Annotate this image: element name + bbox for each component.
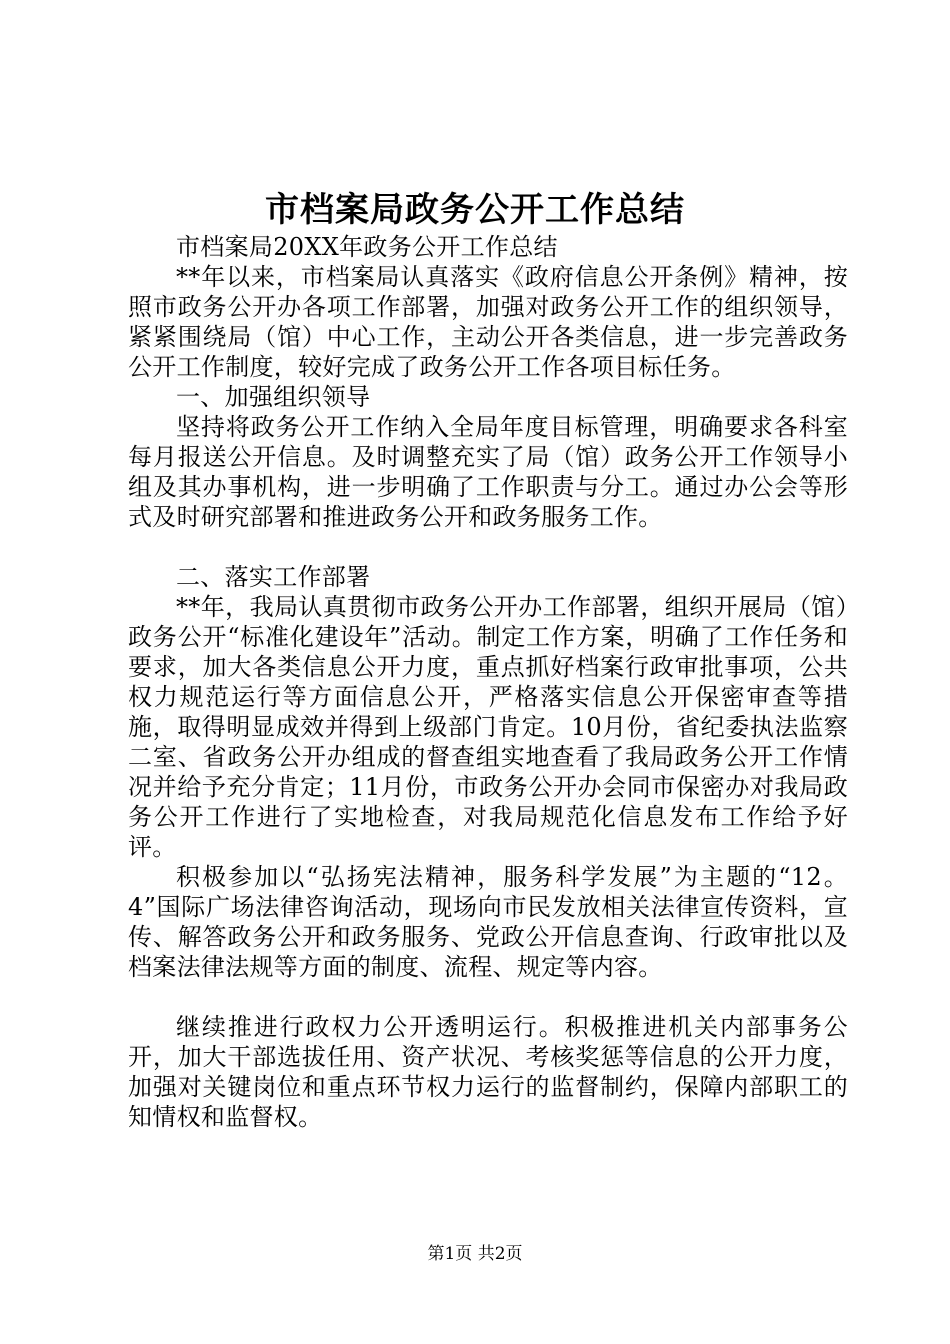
paragraph-intro: **年以来，市档案局认真落实《政府信息公开条例》精神，按照市政务公开办各项工作部署，加强对政务公开工作的组织领导，紧紧围绕局（馆）中心工作，主动公开各类信息，进一步完善政务公开工作制度，较好完成了政务公开工作各项目标任务。 xyxy=(128,263,848,381)
document-body xyxy=(128,232,848,1132)
paragraph-subtitle: 市档案局20XX年政务公开工作总结 xyxy=(176,233,558,261)
section-heading-2: 二、落实工作部署 xyxy=(176,563,371,591)
paragraph-section-1: 坚持将政务公开工作纳入全局年度目标管理，明确要求各科室每月报送公开信息。及时调整充实了局（馆）政务公开工作领导小组及其办事机构，进一步明确了工作职责与分工。通过办公会等形式及时研究部署和推进政务公开和政务服务工作。 xyxy=(128,413,848,531)
paragraph-spacer xyxy=(128,982,848,1012)
section-heading-1: 一、加强组织领导 xyxy=(176,383,371,411)
paragraph-power-transparency: 继续推进行政权力公开透明运行。积极推进机关内部事务公开，加大干部选拔任用、资产状况、考核奖惩等信息的公开力度，加强对关键岗位和重点环节权力运行的监督制约，保障内部职工的知情权和监督权。 xyxy=(128,1013,848,1131)
page-footer: 第1页 共2页 xyxy=(427,1244,523,1264)
page-title: 市档案局政务公开工作总结 xyxy=(265,190,685,230)
paragraph-spacer xyxy=(128,532,848,562)
paragraph-legal-activity: 积极参加以“弘扬宪法精神，服务科学发展”为主题的“12。4”国际广场法律咨询活动，现场向市民发放相关法律宣传资料，宣传、解答政务公开和政务服务、党政公开信息查询、行政审批以及档案法律法规等方面的制度、流程、规定等内容。 xyxy=(128,863,848,981)
paragraph-section-2: **年，我局认真贯彻市政务公开办工作部署，组织开展局（馆）政务公开“标准化建设年”活动。制定工作方案，明确了工作任务和要求，加大各类信息公开力度，重点抓好档案行政审批事项，公共权力规范运行等方面信息公开，严格落实信息公开保密审查等措施，取得明显成效并得到上级部门肯定。10月份，省纪委执法监察二室、省政务公开办组成的督查组实地查看了我局政务公开工作情况并给予充分肯定；11月份，市政务公开办会同市保密办对我局政务公开工作进行了实地检查，对我局规范化信息发布工作给予好评。 xyxy=(128,593,848,861)
